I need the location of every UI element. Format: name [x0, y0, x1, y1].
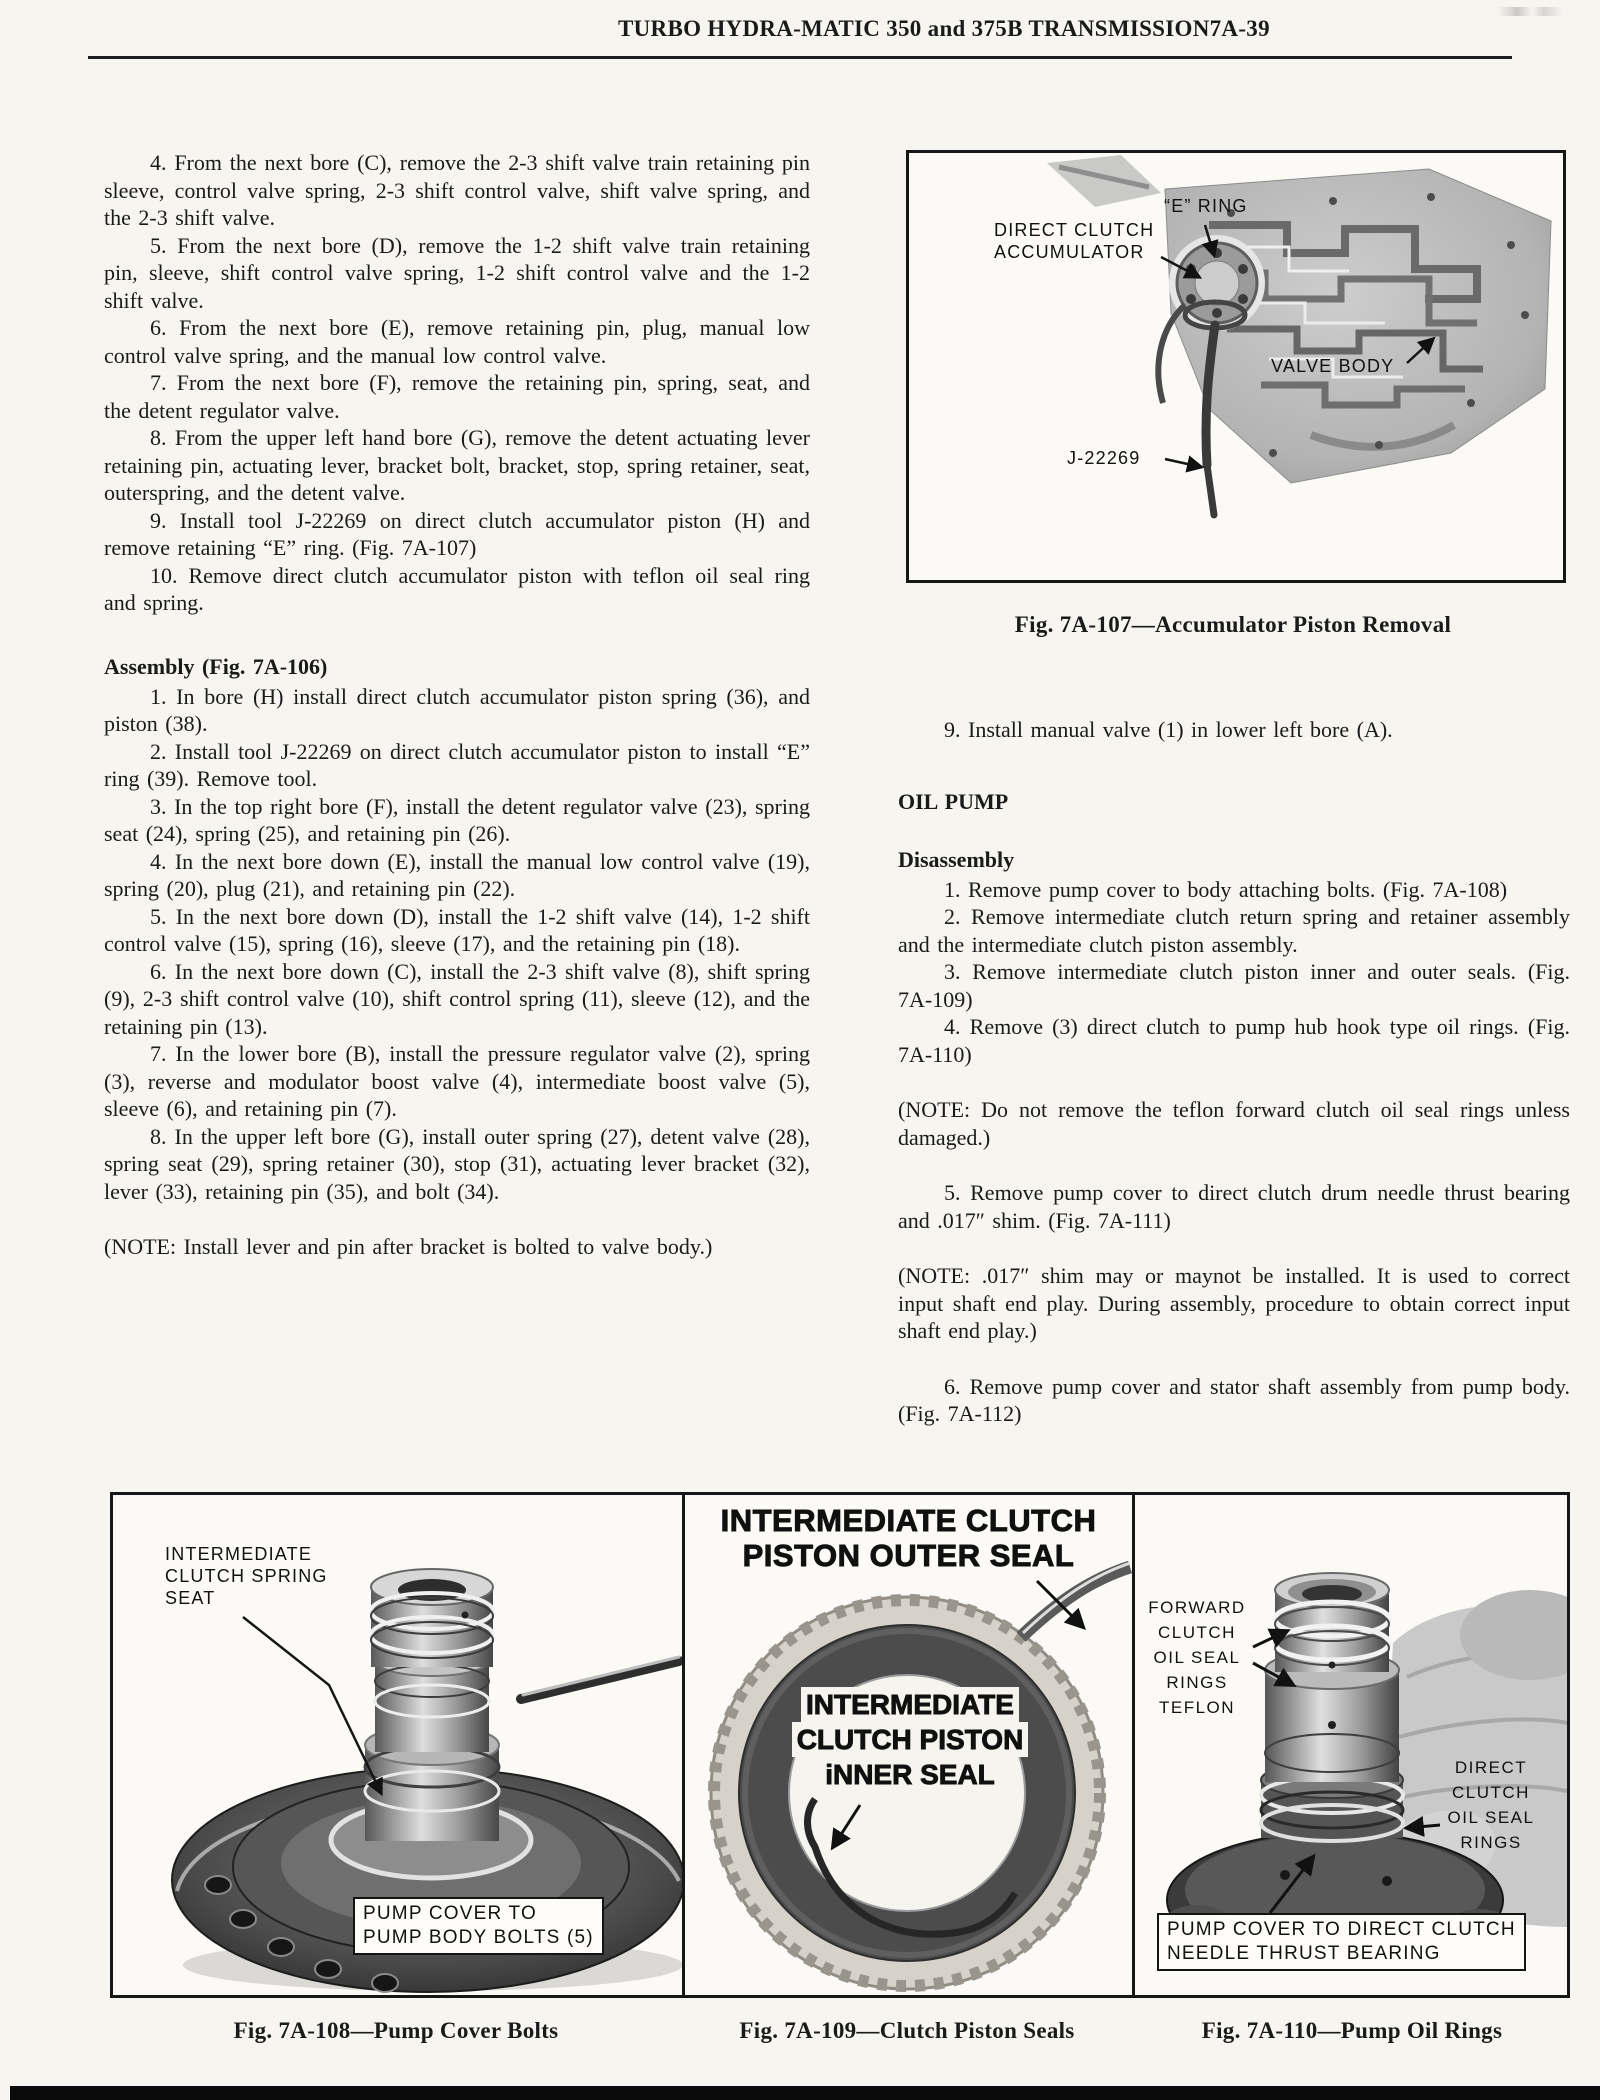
label-needle-thrust-bearing: PUMP COVER TO DIRECT CLUTCH NEEDLE THRUST BEARING: [1157, 1913, 1526, 1971]
label-piston-outer-seal: INTERMEDIATE CLUTCH PISTON OUTER SEAL: [720, 1503, 1097, 1573]
label-direct-clutch-accumulator: DIRECT CLUTCH ACCUMULATOR: [994, 220, 1155, 262]
assembly-step: 4. In the next bore down (E), install the manual low control valve (19), spring (20), plug (21), and retaining pin (22).: [104, 848, 810, 901]
install-step: 9. Install manual valve (1) in lower left bore (A).: [944, 717, 1393, 742]
assembly-heading: Assembly (Fig. 7A-106): [104, 653, 328, 679]
disassembly-step: 2. Remove intermediate clutch return spring and retainer assembly and the intermediate clutch piston assembly.: [898, 904, 1570, 957]
figure-7a107: [906, 150, 1566, 583]
disassembly-step: 6. Remove pump cover and stator shaft assembly from pump body. (Fig. 7A-112): [898, 1373, 1570, 1426]
header-rule: [88, 56, 1512, 59]
figure-7a109-caption: Fig. 7A-109—Clutch Piston Seals: [739, 2018, 1075, 2043]
removal-step: 6. From the next bore (E), remove retaining pin, plug, manual low control valve spring, and the manual low control valve.: [104, 315, 810, 368]
removal-step: 5. From the next bore (D), remove the 1-2 shift valve train retaining pin, sleeve, shift control valve spring, 1-2 shift control valve and the 1-2 shift valve.: [104, 232, 810, 313]
valve-body-photo: [909, 153, 1563, 580]
assembly-step: 8. In the upper left bore (G), install outer spring (27), detent valve (28), spring seat (29), spring retainer (30), stop (31), actuating lever bracket (32), lever (33), retaining pin (35), and bolt (34).: [104, 1123, 810, 1204]
label-piston-inner-seal: INTERMEDIATE CLUTCH PISTON iNNER SEAL: [765, 1687, 1055, 1792]
scan-artifact: [1498, 7, 1574, 16]
note-text: (NOTE: Install lever and pin after bracket is bolted to valve body.): [104, 1234, 713, 1259]
assembly-step: 2. Install tool J-22269 on direct clutch accumulator piston to install “E” ring (39). Remove tool.: [104, 738, 810, 791]
figure-7a110-caption: Fig. 7A-110—Pump Oil Rings: [1201, 2018, 1503, 2043]
page-header: [618, 16, 1270, 42]
label-j22269: J-22269: [1067, 448, 1141, 468]
removal-step: 9. Install tool J-22269 on direct clutch accumulator piston (H) and remove retaining “E” ring. (Fig. 7A-107): [104, 507, 810, 560]
figure-7a108-caption: Fig. 7A-108—Pump Cover Bolts: [233, 2018, 559, 2043]
page-number: 7A-39: [1209, 16, 1270, 41]
removal-step: 8. From the upper left hand bore (G), remove the detent actuating lever retaining pin, actuating lever, bracket bolt, bracket, stop, spring retainer, seat, outerspring, and the detent valve.: [104, 425, 810, 505]
label-pump-cover-bolts: PUMP COVER TO PUMP BODY BOLTS (5): [353, 1897, 604, 1955]
left-column: [104, 149, 810, 1261]
figure-7a109: [682, 1495, 1132, 1995]
label-e-ring: “E” RING: [1164, 196, 1248, 216]
removal-step: 7. From the next bore (F), remove the retaining pin, spring, seat, and the detent regulator valve.: [104, 370, 810, 423]
assembly-step: 5. In the next bore down (D), install the 1-2 shift valve (14), 1-2 shift control valve (15), spring (16), sleeve (17), and the retaining pin (18).: [104, 903, 810, 956]
figure-7a108: [113, 1495, 682, 1995]
disassembly-heading: Disassembly: [898, 846, 1015, 872]
disassembly-step: 5. Remove pump cover to direct clutch drum needle thrust bearing and .017″ shim. (Fig. 7A-111): [898, 1180, 1570, 1233]
removal-step: 4. From the next bore (C), remove the 2-3 shift valve train retaining pin sleeve, control valve spring, 2-3 shift control valve, shift valve spring, and the 2-3 shift valve.: [104, 150, 810, 230]
label-intermediate-clutch-spring-seat: INTERMEDIATE CLUTCH SPRING SEAT: [165, 1544, 328, 1608]
figure-7a110: [1132, 1495, 1567, 1995]
disassembly-step: 4. Remove (3) direct clutch to pump hub hook type oil rings. (Fig. 7A-110): [898, 1014, 1570, 1067]
note-text: (NOTE: Do not remove the teflon forward clutch oil seal rings unless damaged.): [898, 1097, 1570, 1150]
bottom-figure-strip: [110, 1492, 1570, 1998]
removal-step: 10. Remove direct clutch accumulator piston with teflon oil seal ring and spring.: [104, 562, 810, 615]
scan-edge-bar: [10, 2086, 1600, 2100]
assembly-step: 3. In the top right bore (F), install the detent regulator valve (23), spring seat (24), spring (25), and retaining pin (26).: [104, 793, 810, 846]
page-title: TURBO HYDRA-MATIC 350 and 375B TRANSMISSION: [618, 16, 1210, 41]
note-text: (NOTE: .017″ shim may or maynot be installed. It is used to correct input shaft end play. During assembly, procedure to obtain correct input shaft end play.): [898, 1263, 1570, 1343]
label-valve-body: VALVE BODY: [1271, 356, 1395, 376]
label-forward-clutch-oil-seal-rings: FORWARD CLUTCH OIL SEAL RINGS TEFLON: [1148, 1598, 1246, 1717]
disassembly-step: 1. Remove pump cover to body attaching bolts. (Fig. 7A-108): [944, 876, 1508, 902]
disassembly-step: 3. Remove intermediate clutch piston inner and outer seals. (Fig. 7A-109): [898, 959, 1570, 1012]
figure-7a107-caption: Fig. 7A-107—Accumulator Piston Removal: [1014, 612, 1452, 637]
label-direct-clutch-oil-seal-rings: DIRECT CLUTCH OIL SEAL RINGS: [1447, 1758, 1535, 1852]
assembly-step: 7. In the lower bore (B), install the pressure regulator valve (2), spring (3), reverse and modulator boost valve (4), intermediate boost valve (5), sleeve (6), and retaining pin (7).: [104, 1041, 810, 1121]
assembly-step: 6. In the next bore down (C), install the 2-3 shift valve (8), shift spring (9), 2-3 shift control valve (10), shift control spring (11), sleeve (12), and the retaining pin (13).: [104, 958, 810, 1039]
oil-pump-heading: OIL PUMP: [898, 788, 1009, 814]
right-column: [898, 716, 1570, 1428]
assembly-step: 1. In bore (H) install direct clutch accumulator piston spring (36), and piston (38).: [104, 683, 810, 736]
